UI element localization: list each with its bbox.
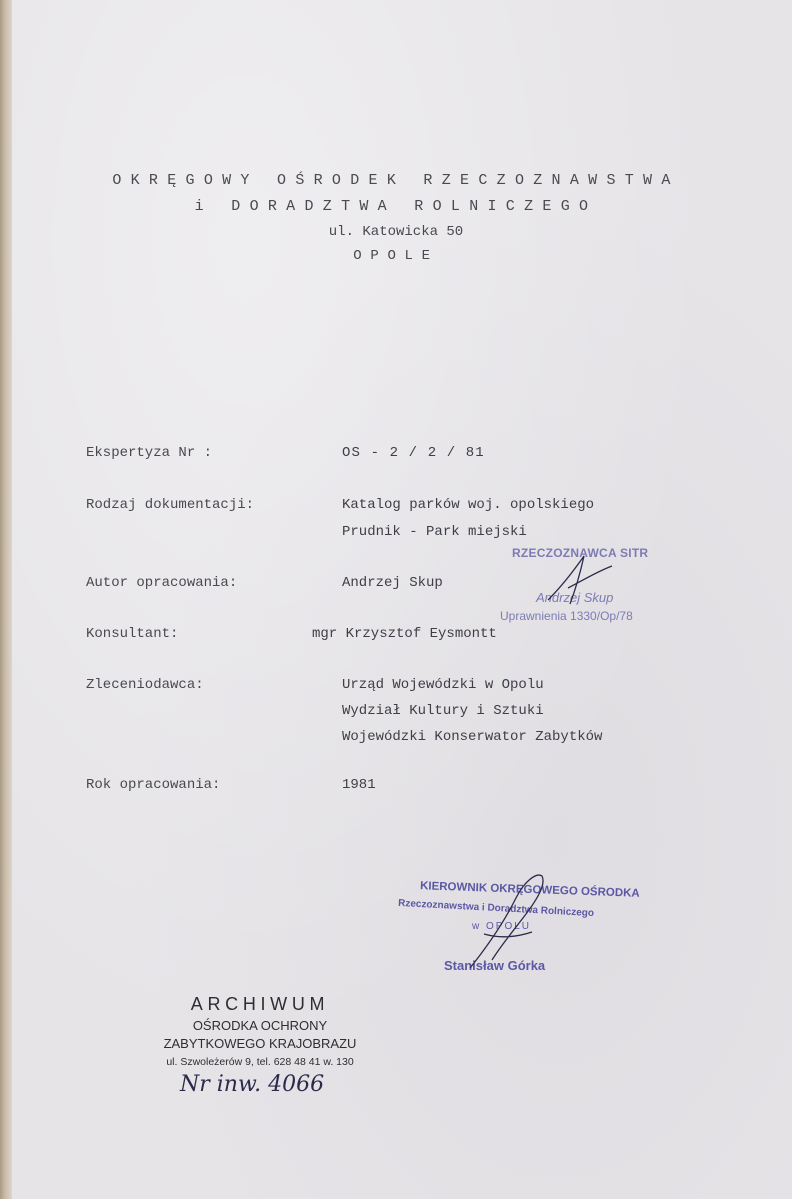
archive-line2: ZABYTKOWEGO KRAJOBRAZU — [163, 1036, 357, 1051]
client-line1: Urząd Wojewódzki w Opolu — [342, 677, 544, 693]
expertise-number: OS - 2 / 2 / 81 — [342, 445, 485, 461]
client-line3: Wojewódzki Konserwator Zabytków — [342, 729, 603, 745]
header-city: OPOLE — [353, 248, 439, 264]
stamp-director-city: w OPOLU — [472, 921, 532, 932]
header-address: ul. Katowicka 50 — [328, 224, 464, 240]
stamp-director-line2: Rzeczoznawstwa i Doradztwa Rolniczego — [397, 897, 595, 920]
author-signature-icon — [540, 548, 620, 618]
author-name: Andrzej Skup — [342, 575, 443, 591]
expertise-label: Ekspertyza Nr : — [86, 445, 213, 461]
consultant-label: Konsultant: — [86, 626, 179, 642]
client-line2: Wydział Kultury i Sztuki — [342, 703, 544, 719]
client-label: Zleceniodawca: — [86, 677, 204, 693]
doc-type-label: Rodzaj dokumentacji: — [86, 497, 255, 513]
header-institution-line2: i DORADZTWA ROLNICZEGO — [194, 198, 598, 215]
author-label: Autor opracowania: — [86, 575, 238, 591]
stamp-author-title: RZECZOZNAWCA SITR — [512, 546, 649, 560]
year-value: 1981 — [342, 777, 376, 793]
archive-line1: OŚRODKA OCHRONY — [192, 1018, 328, 1033]
doc-type-line2: Prudnik - Park miejski — [342, 524, 527, 540]
header-institution: OKRĘGOWY OŚRODEK RZECZOZNAWSTWA — [112, 172, 680, 189]
doc-type-line1: Katalog parków woj. opolskiego — [342, 497, 595, 513]
stamp-author-name: Andrzej Skup — [536, 590, 614, 605]
inventory-number: Nr inw. 4066 — [180, 1072, 325, 1097]
stamp-director-name: Stanisław Górka — [444, 958, 546, 973]
stamp-author-license: Uprawnienia 1330/Op/78 — [500, 609, 633, 623]
archive-address: ul. Szwoleżerów 9, tel. 628 48 41 w. 130 — [166, 1056, 354, 1068]
stamp-director-title: KIEROWNIK OKRĘGOWEGO OŚRODKA — [419, 880, 640, 900]
director-signature-icon — [462, 868, 562, 978]
archive-title: ARCHIWUM — [190, 994, 330, 1014]
consultant-name: mgr Krzysztof Eysmontt — [312, 626, 497, 642]
year-label: Rok opracowania: — [86, 777, 221, 793]
